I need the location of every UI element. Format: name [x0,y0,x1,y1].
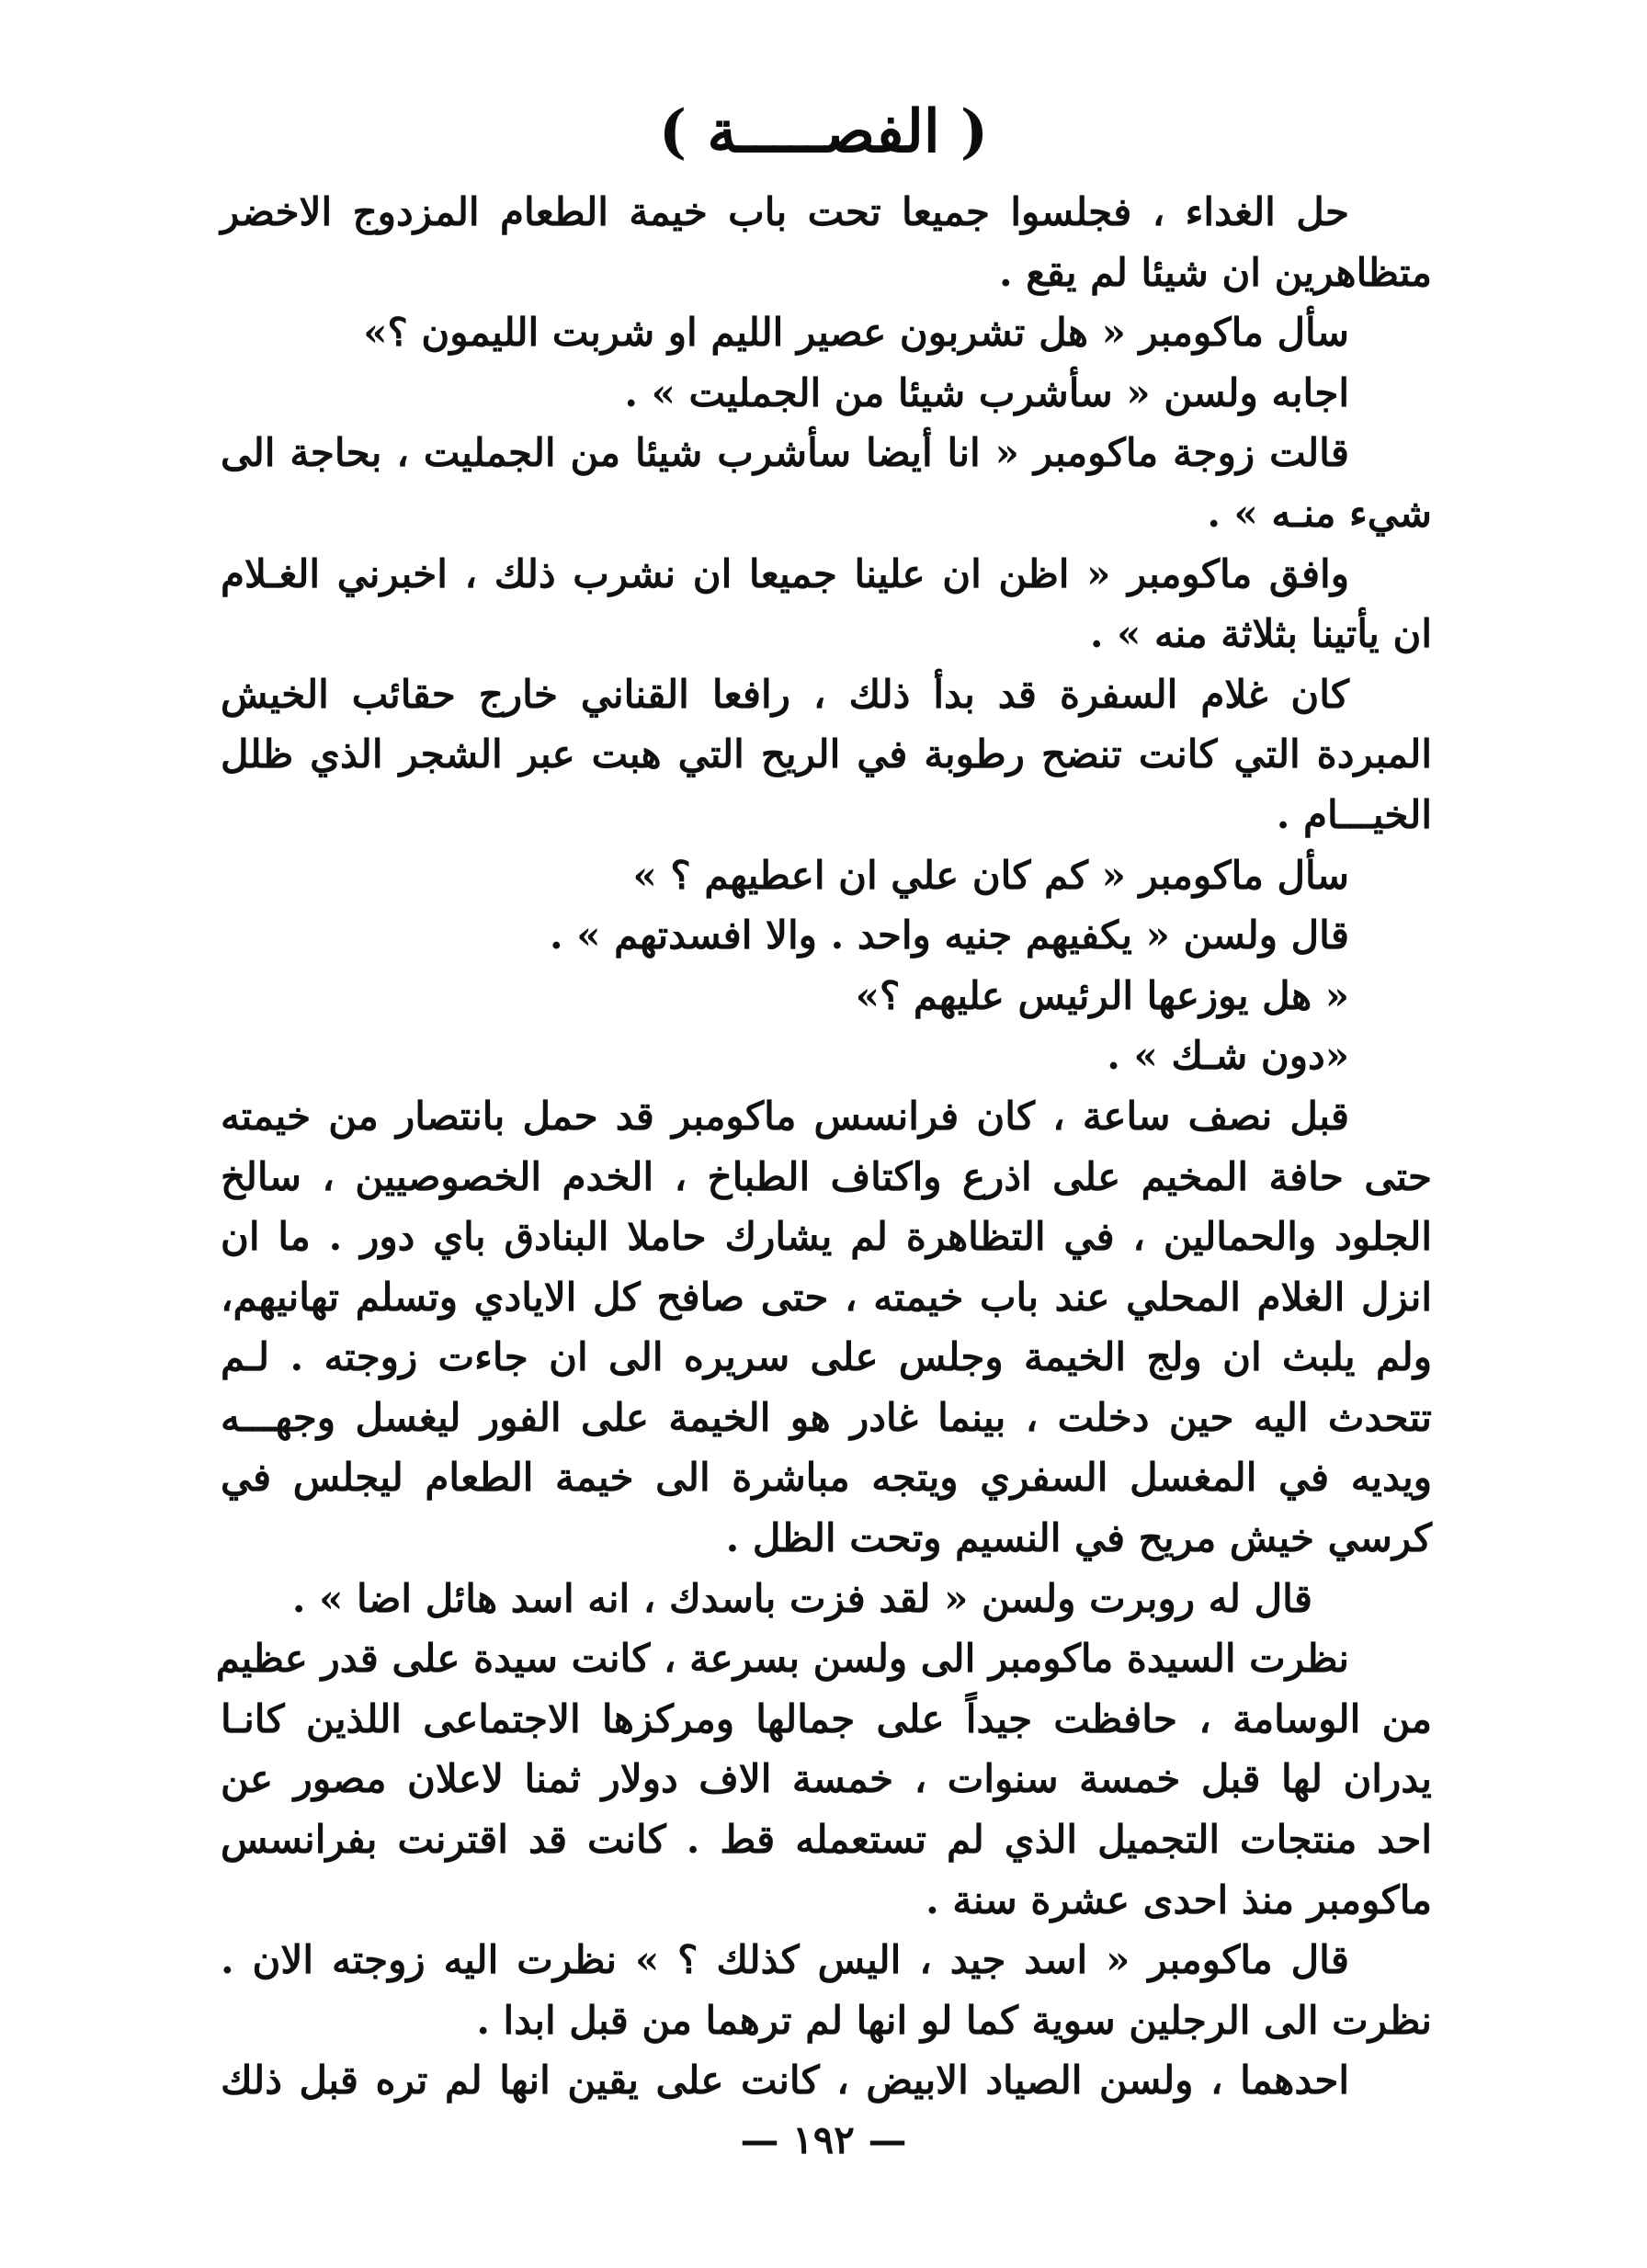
text-line: قبل نصف ساعة ، كان فرانسس ماكومبر قد حمل بانتصار من خيمته [221,1093,1349,1139]
text-line: ويديه في المغسل السفري ويتجه مباشرة الى خيمة الطعام ليجلس في [221,1455,1432,1501]
text-line: متظاهرين ان شيئا لم يقع . [998,249,1432,295]
text-line: وافق ماكومبر « اظن ان علينا جميعا ان نشرب ذلك ، اخبرني الغـلام [221,550,1349,596]
text-line: احدهما ، ولسن الصياد الابيض ، كانت على يقين انها لم تره قبل ذلك [221,2058,1349,2104]
text-line: نظرت الى الرجلين سوية كما لو انها لم ترهما من قبل ابدا . [476,1997,1432,2043]
text-line: الجلود والحمالين ، في التظاهرة لم يشارك حاملا البنادق باي دور . ما ان [221,1214,1432,1260]
text-line: ماكومبر منذ احدى عشرة سنة . [926,1877,1432,1922]
text-line: اجابه ولسن « سأشرب شيئا من الجمليت » . [624,369,1349,415]
text-line: كرسي خيش مريح في النسيم وتحت الظل . [725,1515,1432,1561]
text-line: الخيـــام . [1276,791,1432,837]
text-line: سأل ماكومبر « هل تشربون عصير الليم او شربت الليمون ؟» [363,310,1349,356]
text-line: « هل يوزعها الرئيس عليهم ؟» [855,972,1349,1018]
text-line: من الوسامة ، حافظت جيداً على جمالها ومركزها الاجتماعى اللذين كانـا [221,1695,1432,1741]
text-line: يدران لها قبل خمسة سنوات ، خمسة الاف دولار ثمنا لاعلان مصور عن [221,1756,1432,1802]
text-line: نظرت السيدة ماكومبر الى ولسن بسرعة ، كانت سيدة على قدر عظيم [215,1636,1349,1682]
text-line: سأل ماكومبر « كم كان علي ان اعطيهم ؟ » [632,852,1349,898]
text-line: ان يأتينا بثلاثة منه » . [1089,611,1432,657]
page-number: — ١٩٢ — [740,2117,907,2162]
text-line: «دون شـك » . [1107,1033,1349,1079]
text-line: كان غلام السفرة قد بدأ ذلك ، رافعا القناني خارج حقائب الخيش [221,671,1349,717]
text-line: قال له روبرت ولسن « لقد فزت باسدك ، انه اسد هائل اضا » . [291,1575,1312,1621]
text-line: قالت زوجة ماكومبر « انا أيضا سأشرب شيئا من الجمليت ، بحاجة الى [221,430,1349,476]
text-line: قال ولسن « يكفيهم جنيه واحد . والا افسدتهم » . [550,913,1349,958]
text-line: ولم يلبث ان ولج الخيمة وجلس على سريره الى ان جاءت زوجته . لـم [221,1334,1432,1380]
text-line: حل الغداء ، فجلسوا جميعا تحت باب خيمة الطعام المزدوج الاخضر [221,189,1349,234]
text-line: قال ماكومبر « اسد جيد ، اليس كذلك ؟ » نظرت اليه زوجته الان . [221,1937,1349,1983]
body-text [215,182,1432,2111]
text-line: المبردة التي كانت تنضح رطوبة في الريح التي هبت عبر الشجر الذي ظلل [221,731,1432,777]
text-line: تتحدث اليه حين دخلت ، بينما غادر هو الخيمة على الفور ليغسل وجهـــه [221,1394,1432,1440]
chapter-title: ( الفصـــــة ) [658,97,989,166]
text-line: حتى حافة المخيم على اذرع واكتاف الطباخ ، الخدم الخصوصيين ، سالخ [221,1153,1432,1199]
text-line: شيء منـه » . [1207,490,1432,536]
text-line: انزل الغلام المحلي عند باب خيمته ، حتى صافح كل الايادي وتسلم تهانيهم، [221,1274,1432,1320]
text-line: احد منتجات التجميل الذي لم تستعمله قط . كانت قد اقترنت بفرانسس [221,1817,1432,1863]
